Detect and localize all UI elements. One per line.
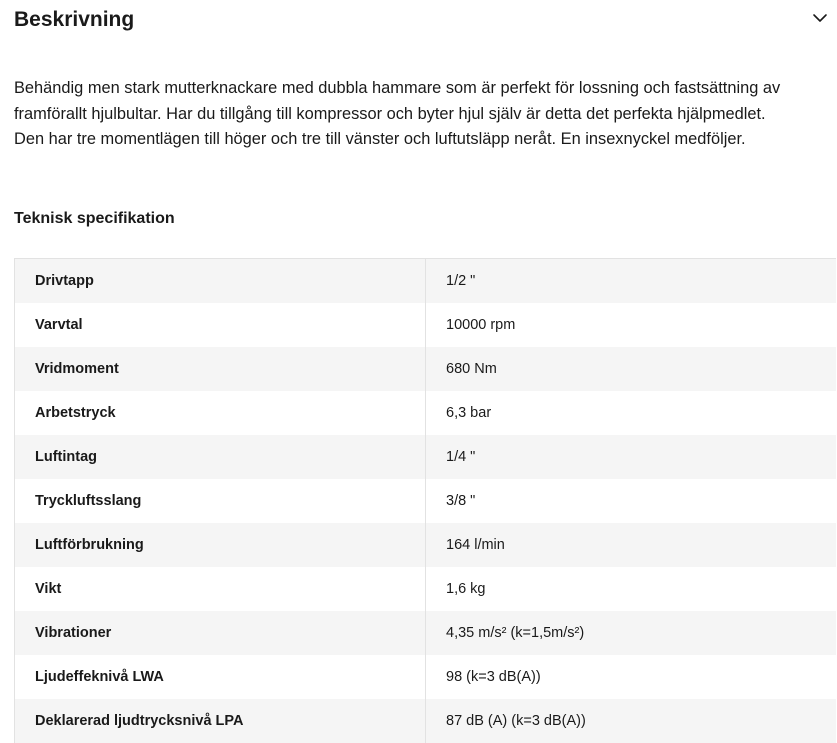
description-line: Behändig men stark mutterknackare med dubbla hammare som är perfekt för lossning och fastsättning av	[14, 79, 781, 97]
spec-label: Varvtal	[15, 303, 426, 347]
spec-label: Luftintag	[15, 435, 426, 479]
spec-title: Teknisk specifikation	[14, 210, 175, 227]
description-line: Den har tre momentlägen till höger och tre till vänster och luftutsläpp neråt. En insexnyckel medföljer.	[14, 130, 746, 148]
section-title: Beskrivning	[14, 8, 135, 31]
spec-value: 87 dB (A) (k=3 dB(A))	[426, 699, 837, 743]
spec-label: Ljudeffeknivå LWA	[15, 655, 426, 699]
table-row	[15, 435, 837, 479]
spec-label: Vibrationer	[15, 611, 426, 655]
description-line: framförallt hjulbultar. Har du tillgång till kompressor och byter hjul själv är detta det perfekta hjälpmedlet.	[14, 104, 766, 123]
spec-value: 1/4 "	[426, 435, 837, 479]
product-description	[14, 76, 829, 153]
table-row	[15, 699, 837, 743]
spec-value: 98 (k=3 dB(A))	[426, 655, 837, 699]
table-row	[15, 611, 837, 655]
spec-value: 6,3 bar	[426, 391, 837, 435]
spec-value: 3/8 "	[426, 479, 837, 523]
table-row	[15, 259, 837, 303]
spec-value: 680 Nm	[426, 347, 837, 391]
table-row	[15, 567, 837, 611]
description-section-header[interactable]	[0, 0, 837, 44]
spec-label: Vridmoment	[15, 347, 426, 391]
spec-label: Arbetstryck	[15, 391, 426, 435]
spec-value: 1/2 "	[426, 259, 837, 303]
spec-label: Deklarerad ljudtrycksnivå LPA	[15, 699, 426, 743]
chevron-down-icon[interactable]	[812, 12, 828, 24]
table-row	[15, 479, 837, 523]
table-row	[15, 347, 837, 391]
spec-label: Vikt	[15, 567, 426, 611]
table-row	[15, 303, 837, 347]
spec-value: 10000 rpm	[426, 303, 837, 347]
spec-label: Luftförbrukning	[15, 523, 426, 567]
spec-value: 4,35 m/s² (k=1,5m/s²)	[426, 611, 837, 655]
spec-table	[14, 258, 836, 743]
spec-label: Tryckluftsslang	[15, 479, 426, 523]
table-row	[15, 655, 837, 699]
spec-value: 1,6 kg	[426, 567, 837, 611]
table-row	[15, 523, 837, 567]
spec-label: Drivtapp	[15, 259, 426, 303]
table-row	[15, 391, 837, 435]
spec-value: 164 l/min	[426, 523, 837, 567]
